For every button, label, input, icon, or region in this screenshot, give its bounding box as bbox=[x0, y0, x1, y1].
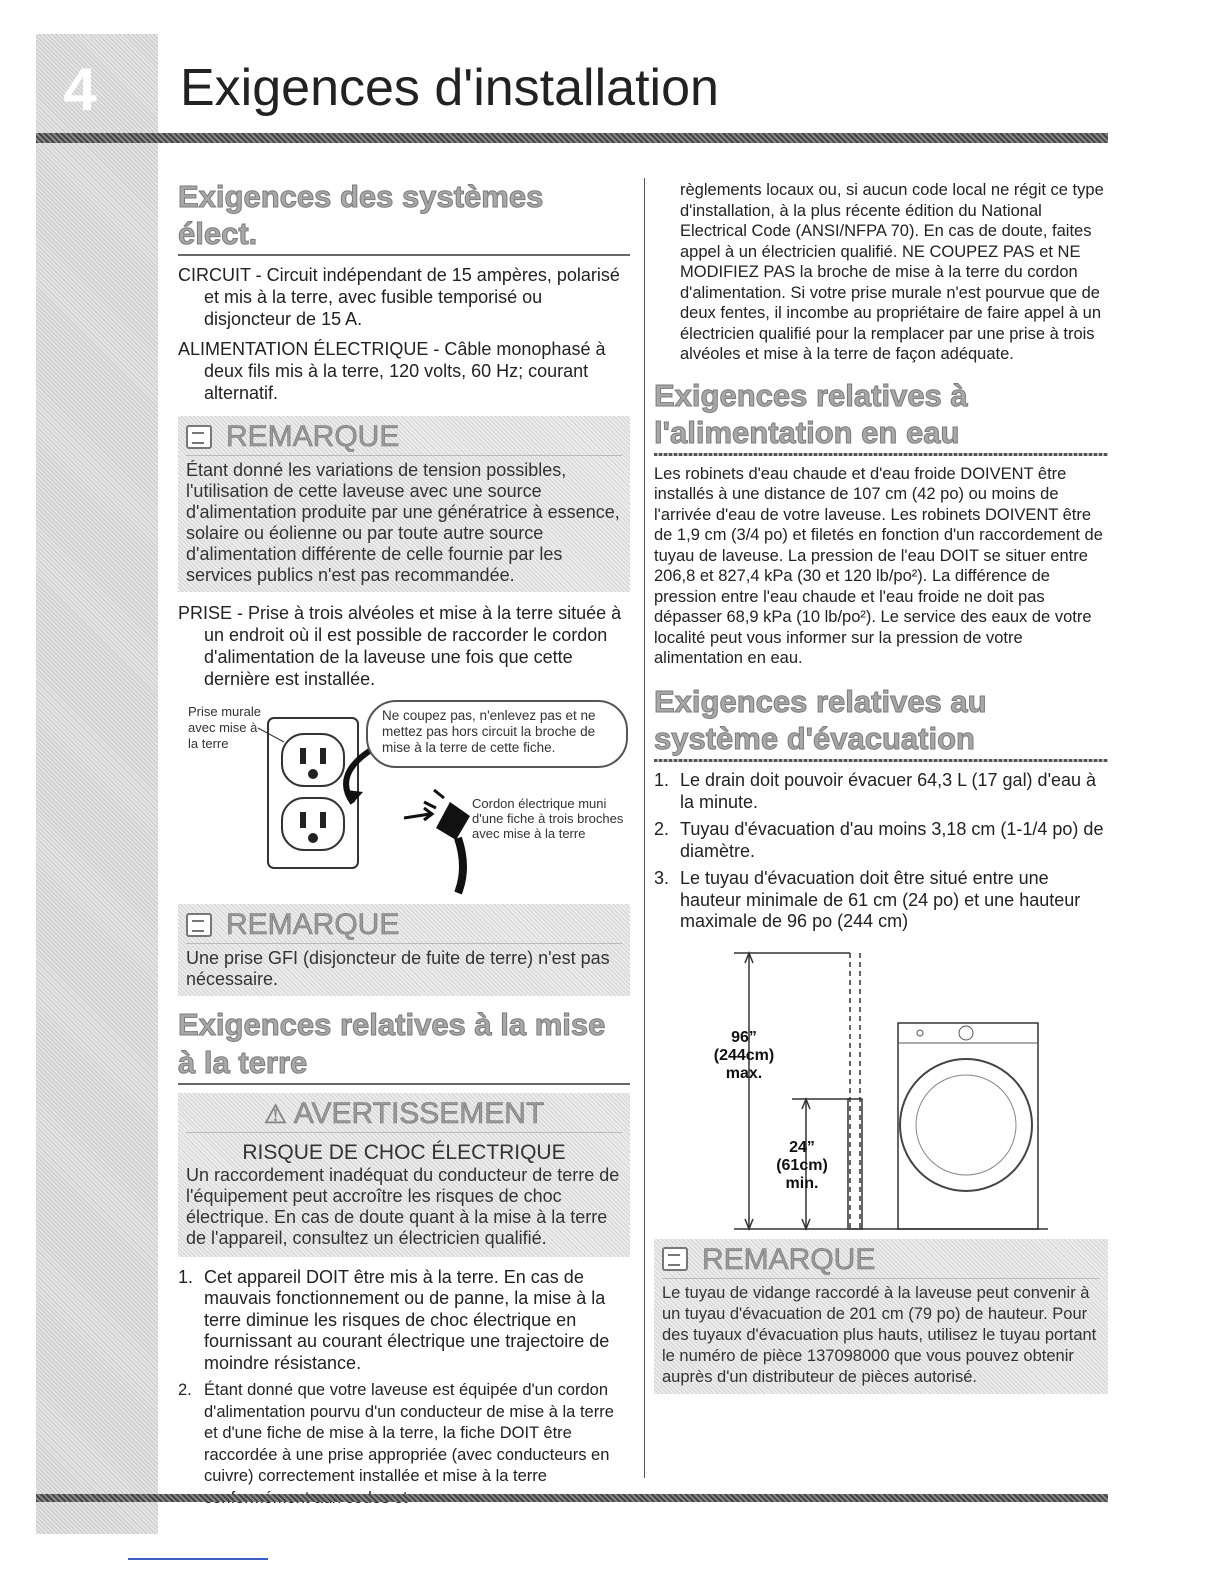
chapter-tab bbox=[36, 34, 158, 1534]
note-text: Une prise GFI (disjoncteur de fuite de terre) n'est pas nécessaire. bbox=[186, 948, 610, 990]
note-icon bbox=[186, 913, 212, 937]
footer-link-underline bbox=[128, 1558, 268, 1560]
circuit-requirement: CIRCUIT - Circuit indépendant de 15 ampères, polarisé et mis à la terre, avec fusible temporisé ou disjoncteur de 15 A. bbox=[178, 265, 620, 330]
note-icon bbox=[662, 1247, 688, 1271]
note-text: Étant donné les variations de tension possibles, l'utilisation de cette laveuse avec une source d'alimentation produite par une génératrice à essence, solaire ou éolienne ou par toute autre source d'alimentation différente de celle fournie par les services publics n'est pas recommandée. bbox=[186, 460, 620, 586]
left-column bbox=[178, 178, 630, 1515]
water-text: Les robinets d'eau chaude et d'eau froide DOIVENT être installés à une distance de 107 cm (42 po) ou moins de l'arrivée d'eau de votre laveuse. Les robinets DOIVENT être de 1,9 cm (3/4 po) et filetés en fonction d'un raccordement de tuyau de laveuse. La pression de l'eau DOIT se situer entre 206,8 et 827,4 kPa (30 et 120 lb/po²). La différence de pression entre l'eau chaude et l'eau froide ne doit pas dépasser 68,9 kPa (10 lb/po²). Le service des eaux de votre localité peut vous informer sur la pression de votre alimentation en eau. bbox=[654, 464, 1103, 668]
list-item: 1. Le drain doit pouvoir évacuer 64,3 L (17 gal) d'eau à la minute. bbox=[654, 770, 1097, 812]
drain-heading: Exigences relatives au système d'évacuation bbox=[654, 683, 987, 757]
outlet-requirement: PRISE - Prise à trois alvéoles et mise à la terre située à un endroit où il est possible de raccorder le cordon d'alimentation de la laveuse une fois que cette dernière est installée. bbox=[178, 603, 622, 690]
chapter-number: 4 bbox=[63, 56, 97, 123]
warning-triangle-icon: ⚠ bbox=[263, 1098, 287, 1129]
note-divider bbox=[662, 1278, 1100, 1279]
water-heading: Exigences relatives à l'alimentation en eau bbox=[654, 377, 968, 450]
page-title: Exigences d'installation bbox=[180, 59, 719, 117]
drain-list bbox=[654, 770, 1108, 933]
note-divider bbox=[186, 943, 622, 944]
right-column bbox=[654, 180, 1108, 1394]
grounding-heading: Exigences relatives à la mise à la terre bbox=[178, 1007, 606, 1080]
note-text: Le tuyau de vidange raccordé à la laveuse peut convenir à un tuyau d'évacuation de 201 cm (79 po) de hauteur. Pour des tuyaux d'évacuation plus hauts, utilisez le tuyau portant le numéro de pièce 137098000 que vous pouvez obtenir auprès d'un distributeur de pièces autorisé. bbox=[662, 1283, 1097, 1386]
section-rule bbox=[178, 1083, 630, 1085]
section-rule bbox=[178, 254, 630, 256]
grounding-continued: règlements locaux ou, si aucun code local ne régit ce type d'installation, à la plus récente édition du National Electrical Code (ANSI/NFPA 70). En cas de doute, faites appel à un électricien qualifié. NE COUPEZ PAS et NE MODIFIEZ PAS la broche de mise à la terre du cordon d'alimentation. Si votre prise murale n'est pourvue que de deux fentes, il incombe au propriétaire de faire appel à un électricien qualifié pour la remplacer par une prise à trois alvéoles et mise à la terre de façon adéquate. bbox=[680, 181, 1104, 363]
warning-title: ⚠ AVERTISSEMENT bbox=[263, 1096, 545, 1130]
header-rule bbox=[36, 133, 1108, 143]
max-height-label: 96” (244cm) max. bbox=[713, 1028, 775, 1082]
drain-height-figure bbox=[654, 939, 1108, 1239]
grounding-list bbox=[178, 1267, 630, 1510]
warning-text: Un raccordement inadéquat du conducteur de terre de l'équipement peut accroître les risques de choc électrique. En cas de doute quant à la mise à la terre de l'appareil, consultez un électricien qualifié. bbox=[186, 1164, 620, 1248]
outlet-figure bbox=[178, 698, 630, 898]
callout-text: Ne coupez pas, n'enlevez pas et ne mettez pas hors circuit la broche de mise à la terre de cette fiche. bbox=[382, 708, 596, 756]
note-box-drain bbox=[654, 1239, 1108, 1394]
min-height-label: 24” (61cm) min. bbox=[776, 1138, 828, 1192]
note-icon bbox=[186, 425, 212, 449]
warning-box bbox=[178, 1093, 630, 1257]
warning-divider bbox=[186, 1132, 622, 1133]
section-rule bbox=[654, 453, 1108, 456]
power-requirement: ALIMENTATION ÉLECTRIQUE - Câble monophasé à deux fils mis à la terre, 120 volts, 60 Hz; courant alternatif. bbox=[178, 339, 606, 404]
note-box-gfi bbox=[178, 904, 630, 996]
list-item: 2. Étant donné que votre laveuse est équipée d'un cordon d'alimentation pourvu d'un conducteur de mise à la terre et d'une fiche de mise à la terre, la fiche DOIT être raccordée à une prise appropriée (avec conducteurs en cuivre) correctement installée et mise à la terre bbox=[178, 1381, 614, 1486]
cord-label: Cordon électrique muni d'une fiche à trois broches avec mise à la terre bbox=[472, 796, 624, 842]
section-rule bbox=[654, 759, 1108, 762]
electrical-heading: Exigences des systèmes élect. bbox=[178, 179, 544, 252]
wall-outlet-label: Prise murale avec mise à la terre bbox=[188, 704, 261, 752]
note-title: REMARQUE bbox=[186, 908, 622, 941]
note-divider bbox=[186, 455, 622, 456]
note-title: REMARQUE bbox=[662, 1243, 1100, 1276]
note-title: REMARQUE bbox=[186, 420, 622, 453]
warning-subtitle: RISQUE DE CHOC ÉLECTRIQUE bbox=[242, 1140, 566, 1164]
column-divider bbox=[644, 178, 645, 1478]
list-item: 3. Le tuyau d'évacuation doit être situé entre une hauteur minimale de 61 cm (24 po) et une hauteur maximale de 96 po (244 cm) bbox=[654, 868, 1081, 932]
list-item: 1. Cet appareil DOIT être mis à la terre. En cas de mauvais fonctionnement ou de panne, la mise à la terre diminue les risques de choc électrique en fournissant au courant électrique une trajectoire de moindre résistance. bbox=[178, 1266, 610, 1373]
footer-rule bbox=[36, 1494, 1108, 1502]
note-box-voltage bbox=[178, 416, 630, 592]
drain-illustration bbox=[654, 939, 1108, 1239]
callout-bubble bbox=[366, 700, 628, 768]
list-item: 2. Tuyau d'évacuation d'au moins 3,18 cm (1-1/4 po) de diamètre. bbox=[654, 819, 1104, 861]
